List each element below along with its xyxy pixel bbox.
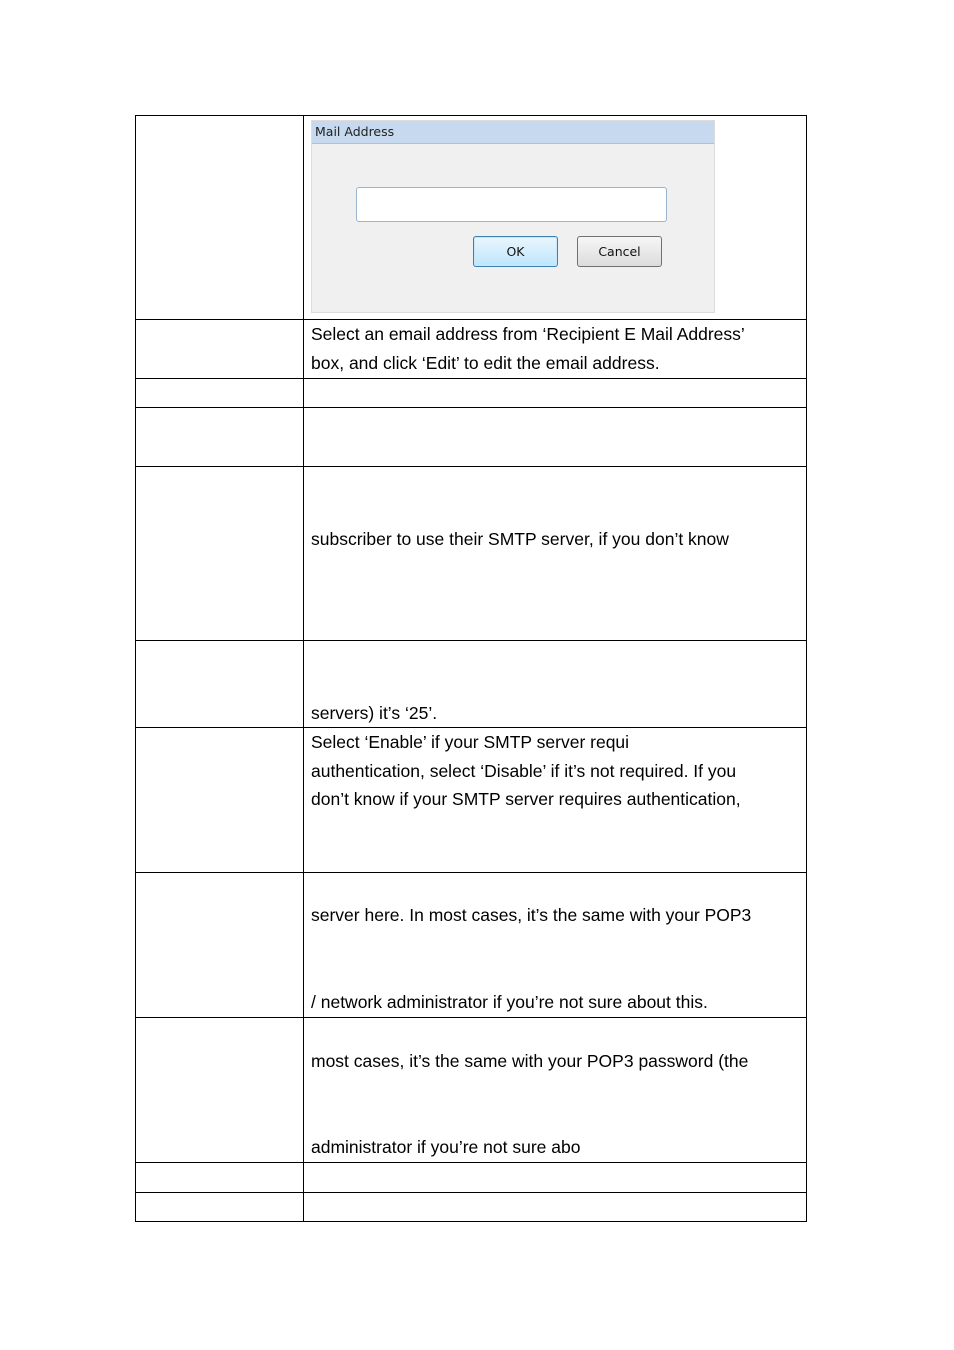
table-row — [136, 1163, 807, 1193]
description-cell — [304, 641, 807, 728]
dialog-title: Mail Address — [312, 121, 714, 144]
description-cell — [304, 728, 807, 873]
label-cell — [136, 116, 304, 320]
table-row — [136, 1018, 807, 1163]
label-cell — [136, 728, 304, 873]
table-row — [136, 116, 807, 320]
description-line: server here. In most cases, it’s the same with your POP3 — [311, 905, 752, 925]
table-row — [136, 641, 807, 728]
description-line: most cases, it’s the same with your POP3 password (the — [311, 1051, 749, 1071]
table-row — [136, 467, 807, 641]
description-line: subscriber to use their SMTP server, if you don’t know — [311, 529, 729, 549]
table-row — [136, 873, 807, 1018]
description-line: don’t know if your SMTP server requires authentication, — [311, 789, 741, 809]
description-cell — [304, 379, 807, 408]
description-cell — [304, 467, 807, 641]
ok-button[interactable]: OK — [473, 236, 558, 267]
description-line: Select ‘Enable’ if your SMTP server requi — [311, 732, 630, 752]
description-cell — [304, 1018, 807, 1163]
label-cell — [136, 1018, 304, 1163]
mail-address-dialog — [311, 120, 715, 313]
description-cell — [304, 873, 807, 1018]
description-line: box, and click ‘Edit’ to edit the email address. — [311, 353, 660, 373]
description-line: Select an email address from ‘Recipient E Mail Address’ — [311, 324, 745, 344]
table-row — [136, 379, 807, 408]
description-cell — [304, 1163, 807, 1193]
description-line: / network administrator if you’re not sure about this. — [311, 992, 708, 1012]
table-row — [136, 320, 807, 379]
label-cell — [136, 467, 304, 641]
description-cell — [304, 408, 807, 467]
description-line: authentication, select ‘Disable’ if it’s not required. If you — [311, 761, 737, 781]
cancel-button[interactable]: Cancel — [577, 236, 662, 267]
table-row — [136, 408, 807, 467]
label-cell — [136, 1193, 304, 1222]
description-cell — [304, 320, 807, 379]
settings-table — [135, 115, 807, 1222]
label-cell — [136, 1163, 304, 1193]
description-cell — [304, 1193, 807, 1222]
description-cell — [304, 116, 807, 320]
mail-address-input[interactable] — [356, 187, 667, 222]
label-cell — [136, 320, 304, 379]
table-row — [136, 1193, 807, 1222]
label-cell — [136, 873, 304, 1018]
description-line: administrator if you’re not sure abo — [311, 1137, 581, 1157]
label-cell — [136, 641, 304, 728]
label-cell — [136, 379, 304, 408]
table-row — [136, 728, 807, 873]
description-line: servers) it’s ‘25’. — [311, 703, 438, 723]
label-cell — [136, 408, 304, 467]
